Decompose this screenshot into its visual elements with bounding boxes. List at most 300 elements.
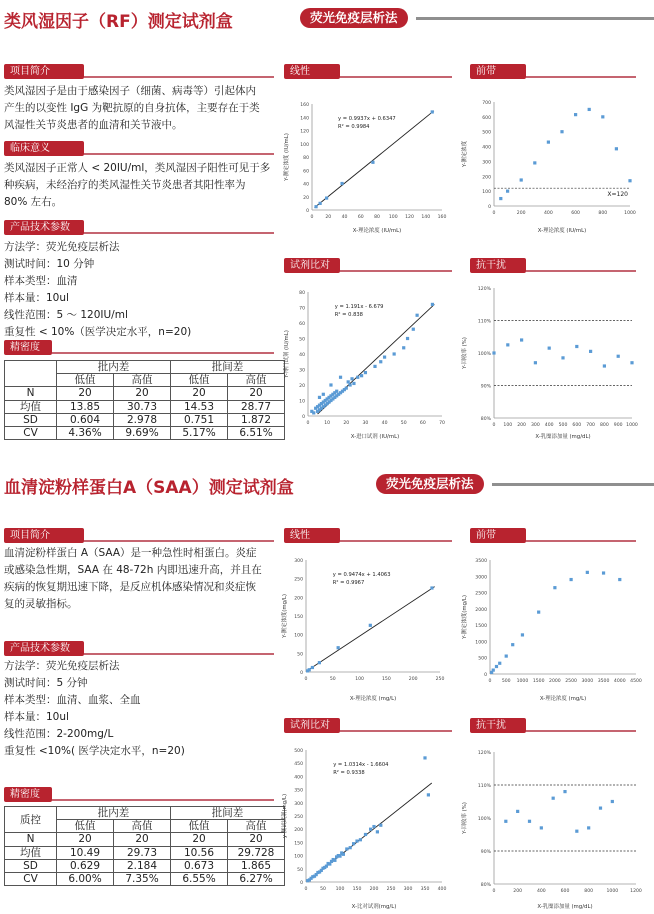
x-tick-label: 300: [531, 423, 540, 428]
precision-table: [4, 360, 285, 440]
section-line: [52, 799, 274, 801]
chart-rf-hook: [460, 82, 640, 234]
table-cell: 7.35%: [114, 872, 171, 885]
x-tick-label: 0: [488, 679, 492, 684]
chart-tag-linearity: 线性: [284, 528, 340, 543]
y-tick-label: 250: [294, 577, 303, 583]
x-tick-label: 1500: [532, 679, 545, 684]
text-line: 复的灵敏指标。: [4, 598, 78, 610]
text-line: 或感染急性期，SAA 在 48-72h 内即迅速升高，并且在: [4, 564, 262, 576]
data-point: [318, 661, 321, 664]
data-point: [561, 356, 564, 359]
data-point: [617, 355, 620, 358]
x-axis-title: X-理论浓度 (IU/mL): [537, 228, 587, 234]
data-point: [369, 828, 372, 831]
data-point: [339, 376, 342, 379]
data-point: [603, 364, 606, 367]
data-point: [492, 351, 495, 354]
x-tick-label: 150: [352, 887, 362, 892]
x-tick-label: 400: [544, 211, 553, 216]
data-point: [505, 654, 508, 657]
y-tick-label: 0: [300, 671, 303, 676]
data-point: [364, 833, 367, 836]
x-tick-label: 500: [558, 423, 568, 428]
table-cell: 20: [228, 833, 285, 846]
data-point: [553, 586, 556, 589]
chart-tag-hook: 前带: [470, 64, 526, 79]
data-point: [601, 115, 604, 118]
equation-label: y = 0.9474x + 1.4063: [332, 572, 391, 578]
table-row: [5, 387, 285, 400]
x-tick-label: 40: [341, 215, 348, 220]
section-tag-intro: 项目简介: [4, 64, 84, 79]
x-tick-label: 200: [517, 423, 526, 428]
x-tick-label: 60: [419, 421, 426, 426]
data-point: [352, 382, 355, 385]
row-label: CV: [5, 426, 57, 439]
x-tick-label: 140: [421, 215, 431, 220]
table-subheader: 高值: [114, 820, 171, 833]
data-point: [342, 853, 345, 856]
section-line: [84, 76, 274, 78]
row-label: 均值: [5, 400, 57, 413]
y-axis-title: Y-测定浓度(mg/L): [462, 595, 468, 639]
x-tick-label: 350: [420, 887, 430, 892]
x-tick-label: 4500: [630, 679, 642, 684]
x-tick-label: 80: [374, 215, 380, 220]
table-cell: 20: [171, 387, 228, 400]
text-line: 产生的以变性 IgG 为靶抗原的自身抗体，主要存在于类: [4, 102, 260, 114]
row-label: 均值: [5, 846, 57, 859]
x-tick-label: 50: [320, 887, 326, 892]
table-cell: 2.184: [114, 859, 171, 872]
x-tick-label: 0: [304, 677, 308, 682]
row-label: CV: [5, 872, 57, 885]
y-tick-label: 80%: [480, 883, 491, 888]
data-point: [314, 205, 317, 208]
section-line: [340, 730, 452, 732]
x-tick-label: 1000: [626, 423, 638, 428]
data-point: [552, 797, 555, 800]
data-point: [371, 161, 374, 164]
section-line: [84, 153, 274, 155]
table-row: [5, 361, 285, 374]
data-point: [349, 383, 352, 386]
param-item: 方法学：荧光免疫层析法: [4, 660, 120, 672]
x-tick-label: 40: [381, 421, 388, 426]
data-point: [322, 393, 325, 396]
precision-table: [4, 806, 285, 886]
data-point: [492, 668, 495, 671]
x-tick-label: 800: [600, 423, 609, 428]
section-tag-params: 产品技术参数: [4, 641, 84, 656]
table-row: [5, 807, 285, 820]
x-axis-title: X-进口试剂 (IU/mL): [350, 434, 400, 440]
data-point: [520, 178, 523, 181]
y-tick-label: 200: [294, 828, 303, 834]
y-tick-label: 50: [297, 867, 303, 873]
table-cell: 28.77: [228, 400, 285, 413]
data-point: [537, 611, 540, 614]
data-point: [333, 859, 336, 862]
data-point: [427, 793, 430, 796]
section-line: [340, 270, 452, 272]
x-tick-label: 50: [400, 421, 407, 426]
params-list: [4, 239, 274, 341]
table-subheader: 低值: [171, 374, 228, 387]
x-tick-label: 20: [343, 421, 350, 426]
data-point: [548, 347, 551, 350]
section-tag-precision: 精密度: [4, 340, 52, 355]
table-cell: 0.751: [171, 413, 228, 426]
data-point: [352, 842, 355, 845]
table-group-header: 批间差: [171, 807, 285, 820]
table-group-header: 批内差: [57, 361, 171, 374]
param-item: 测试时间：10 分钟: [4, 258, 95, 270]
x-tick-label: 1200: [630, 889, 642, 894]
y-tick-label: 50: [297, 652, 303, 658]
data-point: [560, 130, 563, 133]
product-header-rf: [0, 4, 654, 32]
section-line: [526, 76, 636, 78]
x-tick-label: 800: [584, 889, 594, 894]
x-tick-label: 0: [492, 889, 496, 894]
data-point: [379, 360, 382, 363]
section-line: [526, 540, 636, 542]
y-tick-label: 0: [302, 415, 305, 420]
section-line: [84, 653, 274, 655]
param-item: 线性范围：5 ～ 120IU/ml: [4, 309, 128, 321]
table-cell: 1.865: [228, 859, 285, 872]
table-row: [5, 846, 285, 859]
data-point: [431, 110, 434, 113]
data-point: [520, 338, 523, 341]
table-cell: 6.27%: [228, 872, 285, 885]
data-point: [360, 374, 363, 377]
y-axis-title: Y-测定浓度 (IU/mL): [284, 133, 290, 181]
table-cell: 20: [57, 387, 114, 400]
equation-label: R² = 0.9338: [333, 770, 365, 776]
y-tick-label: 50: [299, 337, 305, 343]
y-tick-label: 60: [299, 322, 305, 327]
y-tick-label: 150: [294, 841, 303, 847]
x-tick-label: 70: [439, 421, 445, 426]
y-tick-label: 0: [300, 881, 303, 886]
table-cell: 4.36%: [57, 426, 114, 439]
chart-rf-interference: [460, 276, 640, 440]
data-point: [563, 790, 566, 793]
y-tick-label: 20: [299, 384, 305, 389]
equation-label: R² = 0.838: [334, 312, 363, 318]
data-point: [499, 197, 502, 200]
data-point: [588, 108, 591, 111]
text-line: 风湿性关节炎患者的血清和关节液中。: [4, 119, 183, 131]
data-point: [325, 196, 328, 199]
section-line: [526, 270, 636, 272]
chart-tag-interference: 抗干扰: [470, 718, 526, 733]
table-cell: 1.872: [228, 413, 285, 426]
product-title: 血清淀粉样蛋白A（SAA）测定试剂盒: [4, 478, 294, 498]
x-tick-label: 1000: [606, 889, 619, 894]
param-item: 样本量：10ul: [4, 711, 69, 723]
x-tick-label: 30: [362, 421, 369, 426]
table-cell: 10.56: [171, 846, 228, 859]
table-subheader: 高值: [228, 820, 285, 833]
table-cell: 6.00%: [57, 872, 114, 885]
equation-label: R² = 0.9984: [338, 124, 370, 130]
x-tick-label: 0: [310, 215, 314, 220]
y-tick-label: 40: [299, 353, 305, 358]
table-row: [5, 872, 285, 885]
y-tick-label: 2000: [475, 607, 487, 613]
x-tick-label: 600: [571, 211, 580, 216]
y-tick-label: 120%: [477, 287, 491, 292]
chart-tag-comparison: 试剂比对: [284, 718, 340, 733]
data-point: [416, 314, 419, 317]
y-tick-label: 80%: [480, 417, 491, 422]
data-point: [311, 666, 314, 669]
row-label: SD: [5, 859, 57, 872]
y-axis-title: Y-回收率 (%): [462, 802, 468, 834]
table-corner: [5, 361, 57, 387]
x-tick-label: 400: [544, 423, 554, 428]
table-group-header: 批间差: [171, 361, 285, 374]
data-point: [359, 838, 362, 841]
x-axis-title: X-理论浓度 (mg/L): [349, 696, 397, 702]
data-point: [540, 826, 543, 829]
y-tick-label: 0: [484, 673, 487, 678]
text-line: 疾病的恢复期迅速下降，是反应机体感染情况和炎症恢: [4, 581, 256, 593]
section-tag-precision: 精密度: [4, 787, 52, 802]
y-tick-label: 350: [294, 788, 303, 794]
header-rule: [492, 483, 654, 486]
data-point: [511, 643, 514, 646]
table-cell: 20: [171, 833, 228, 846]
x-tick-label: 1000: [624, 211, 636, 216]
y-tick-label: 140: [300, 116, 309, 122]
x-tick-label: 1000: [516, 679, 529, 684]
x-tick-label: 50: [329, 677, 336, 682]
y-tick-label: 80: [303, 156, 309, 161]
x-axis-title: X-乳糜添加量 (mg/dL): [537, 904, 593, 910]
chart-rf-comparison: [282, 276, 456, 440]
param-item: 方法学：荧光免疫层析法: [4, 241, 120, 253]
x-tick-label: 100: [335, 887, 345, 892]
data-point: [340, 182, 343, 185]
param-item: 样本类型：血清: [4, 275, 78, 287]
data-point: [589, 350, 592, 353]
section-line: [526, 730, 636, 732]
equation-label: y = 0.9937x + 0.6347: [338, 116, 396, 122]
y-tick-label: 40: [303, 182, 309, 188]
y-tick-label: 500: [294, 749, 303, 754]
y-axis-title: Y-博门试剂 (IU/mL): [284, 330, 290, 378]
x-tick-label: 900: [613, 423, 623, 428]
data-point: [506, 190, 509, 193]
text-line: 类风湿因子正常人 < 20IU/ml，类风湿因子阳性可见于多: [4, 162, 271, 174]
data-point: [575, 830, 578, 833]
data-point: [345, 387, 348, 390]
header-rule: [416, 17, 654, 20]
data-point: [364, 371, 367, 374]
data-point: [528, 820, 531, 823]
chart-tag-interference: 抗干扰: [470, 258, 526, 273]
x-tick-label: 3500: [597, 679, 610, 684]
data-point: [506, 343, 509, 346]
param-item: 重复性 < 10%（医学决定水平，n=20): [4, 326, 192, 338]
data-point: [393, 352, 396, 355]
data-point: [547, 141, 550, 144]
x-tick-label: 200: [516, 211, 526, 216]
table-cell: 20: [114, 387, 171, 400]
table-cell: 6.51%: [228, 426, 285, 439]
data-point: [372, 825, 375, 828]
data-point: [586, 571, 589, 574]
data-point: [355, 839, 358, 842]
data-point: [431, 303, 434, 306]
y-tick-label: 80: [299, 291, 305, 296]
text-line: 血清淀粉样蛋白 A（SAA）是一种急性时相蛋白。炎症: [4, 547, 257, 559]
chart-tag-hook: 前带: [470, 528, 526, 543]
data-point: [356, 376, 359, 379]
x-tick-label: 200: [369, 887, 379, 892]
x-tick-label: 10: [324, 421, 331, 426]
table-row: [5, 833, 285, 846]
table-row: [5, 859, 285, 872]
data-point: [337, 646, 340, 649]
product-header-saa: [0, 470, 654, 498]
x-tick-label: 500: [501, 679, 511, 684]
table-cell: 30.73: [114, 400, 171, 413]
table-cell: 29.728: [228, 846, 285, 859]
data-point: [498, 662, 501, 665]
equation-label: y = 1.191x - 6.679: [334, 304, 384, 310]
x-axis-title: X-理论浓度 (mg/L): [539, 696, 587, 702]
x-tick-label: 200: [513, 889, 523, 894]
table-subheader: 高值: [114, 374, 171, 387]
y-tick-label: 700: [482, 101, 491, 106]
data-point: [345, 847, 348, 850]
table-cell: 0.629: [57, 859, 114, 872]
y-tick-label: 2500: [475, 591, 487, 597]
x-tick-label: 120: [405, 215, 414, 220]
y-tick-label: 100: [482, 190, 491, 196]
equation-label: y = 1.0314x - 1.6604: [333, 762, 389, 768]
data-point: [308, 668, 311, 671]
y-tick-label: 400: [294, 775, 303, 781]
y-tick-label: 160: [300, 103, 309, 108]
intro-text: [4, 545, 274, 613]
data-point: [575, 345, 578, 348]
data-point: [423, 756, 426, 759]
x-axis-title: X-理论浓度 (IU/mL): [352, 228, 402, 234]
chart-saa-comparison: [280, 738, 456, 910]
y-tick-label: 90%: [480, 850, 491, 855]
table-cell: 20: [114, 833, 171, 846]
chart-tag-comparison: 试剂比对: [284, 258, 340, 273]
x-tick-label: 150: [382, 677, 391, 682]
x-axis-title: X-乳糜添加量 (mg/dL): [535, 434, 591, 440]
param-item: 测试时间：5 分钟: [4, 677, 88, 689]
x-tick-label: 0: [492, 423, 496, 428]
y-tick-label: 200: [482, 175, 491, 181]
x-tick-label: 0: [304, 887, 308, 892]
data-point: [338, 855, 341, 858]
y-tick-label: 100%: [477, 817, 491, 822]
chart-saa-interference: [460, 738, 646, 910]
x-tick-label: 400: [536, 889, 546, 894]
params-list: [4, 658, 274, 760]
data-point: [376, 830, 379, 833]
data-point: [587, 826, 590, 829]
x-tick-label: 2000: [549, 679, 561, 684]
y-tick-label: 1500: [475, 624, 487, 630]
table-cell: 20: [57, 833, 114, 846]
y-tick-label: 3500: [475, 559, 487, 564]
x-tick-label: 2500: [565, 679, 577, 684]
section-tag-clinical: 临床意义: [4, 141, 84, 156]
y-tick-label: 70: [299, 306, 305, 312]
y-tick-label: 300: [294, 559, 303, 564]
table-corner: 质控: [5, 807, 57, 833]
y-tick-label: 100: [294, 633, 303, 639]
x-tick-label: 100: [388, 215, 398, 220]
y-tick-label: 300: [294, 801, 303, 807]
y-tick-label: 500: [482, 130, 491, 136]
y-tick-label: 60: [303, 169, 309, 175]
y-tick-label: 0: [306, 209, 309, 214]
chart-tag-linearity: 线性: [284, 64, 340, 79]
x-tick-label: 400: [437, 887, 447, 892]
y-tick-label: 120: [300, 129, 309, 135]
x-tick-label: 700: [586, 423, 595, 428]
x-tick-label: 100: [503, 423, 513, 428]
table-cell: 5.17%: [171, 426, 228, 439]
intro-text: [4, 83, 274, 134]
y-tick-label: 0: [488, 205, 491, 210]
y-tick-label: 450: [294, 762, 303, 768]
x-tick-label: 600: [560, 889, 570, 894]
data-point: [347, 380, 350, 383]
method-badge: 荧光免疫层析法: [300, 8, 408, 28]
y-tick-label: 100: [294, 854, 303, 860]
trendline: [314, 111, 433, 208]
x-tick-label: 160: [437, 215, 447, 220]
table-subheader: 低值: [57, 820, 114, 833]
table-cell: 29.73: [114, 846, 171, 859]
method-badge: 荧光免疫层析法: [376, 474, 484, 494]
x-tick-label: 600: [572, 423, 582, 428]
data-point: [412, 328, 415, 331]
data-point: [516, 810, 519, 813]
data-point: [383, 356, 386, 359]
data-point: [430, 586, 433, 589]
y-tick-label: 300: [482, 160, 491, 166]
table-cell: 14.53: [171, 400, 228, 413]
table-cell: 2.978: [114, 413, 171, 426]
data-point: [406, 337, 409, 340]
data-point: [495, 665, 498, 668]
x-tick-label: 20: [325, 215, 332, 220]
table-cell: 0.604: [57, 413, 114, 426]
text-line: 类风湿因子是由于感染因子（细菌、病毒等）引起体内: [4, 85, 256, 97]
data-point: [630, 361, 633, 364]
row-label: N: [5, 387, 57, 400]
clinical-text: [4, 160, 274, 211]
y-tick-label: 30: [299, 368, 305, 374]
table-row: [5, 426, 285, 439]
chart-rf-linearity: [282, 82, 456, 234]
